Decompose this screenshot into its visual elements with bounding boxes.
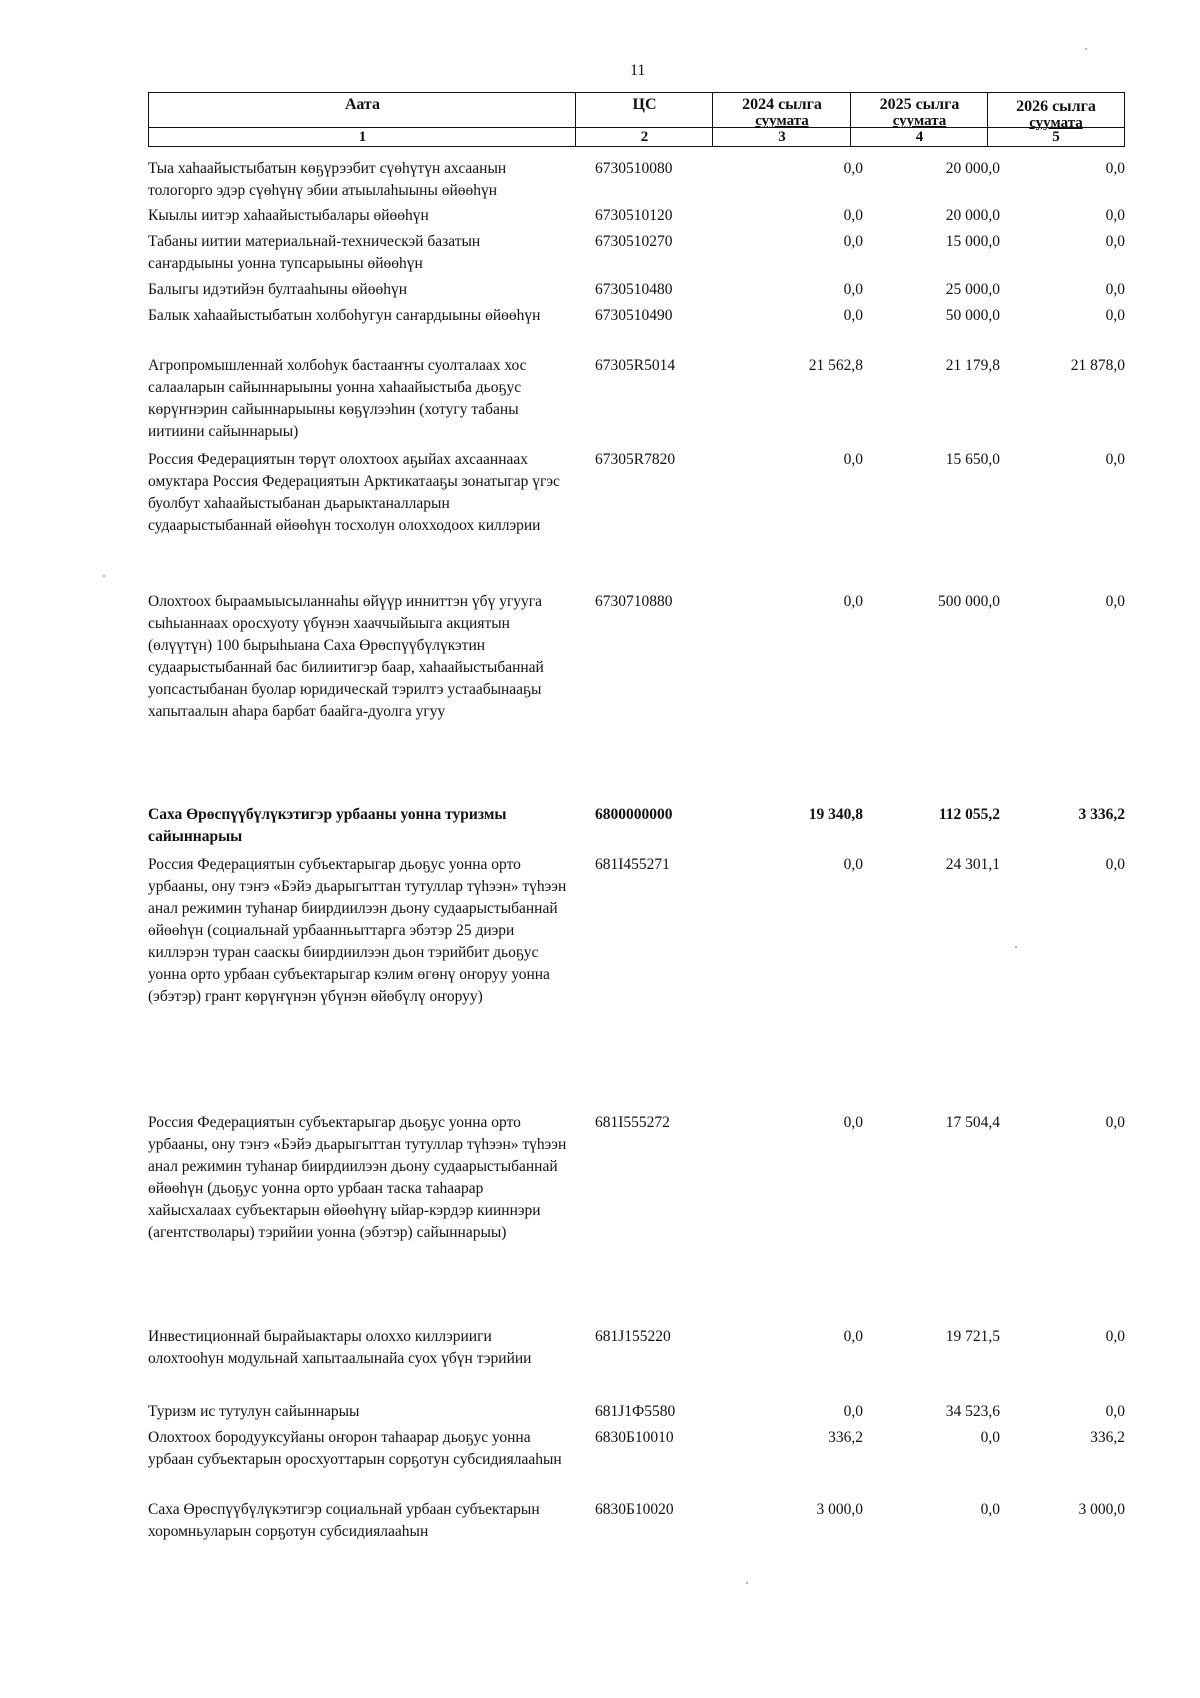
row-value-2024: 25 000,0 (945, 281, 1000, 298)
column-number-2: 2 (640, 129, 649, 145)
row-name: Балыгы идэтийэн бултааһыны өйөөһүн (148, 281, 408, 298)
row-value-2026: 0,0 (1105, 451, 1125, 468)
row-value-2026: 21 878,0 (1070, 357, 1125, 374)
row-value-2024: 17 504,4 (945, 1114, 1000, 1131)
row-code: 6730510120 (595, 207, 673, 224)
row-code: 67305R7820 (595, 451, 676, 468)
row-code: 681I455271 (595, 856, 670, 873)
row-name: Табаны иитии материальнай-техническэй базатын саҥардыыны уонна тупсарыыны өйөөһүн (148, 233, 481, 272)
row-code: 6830Б10010 (595, 1429, 674, 1446)
header-2026-sublabel: суумата (1029, 115, 1083, 131)
row-value-2024: 0,0 (980, 1429, 1000, 1446)
row-value-2024: 34 523,6 (945, 1403, 1000, 1420)
header-2024-label: 2024 сылга (742, 96, 822, 113)
row-value-2024: 20 000,0 (945, 207, 1000, 224)
row-value-2025: 0,0 (843, 451, 863, 468)
row-name: Россия Федерациятын төрүт олохтоох аҕыйах ахсааннаах омуктара Россия Федерациятын Арктикатааҕы зонатыгар үгэс буолбут хаһаайыстыбанан дьарыктаналларын судаарыстыбаннай өйөөһүн тосхолун олохходоох киллэрии (148, 451, 560, 534)
row-value-2024: 20 000,0 (945, 160, 1000, 177)
row-name: Россия Федерациятын субъектарыгар дьоҕус уонна орто урбааны, ону тэҥэ «Бэйэ дьарыгыттан тутуллар түһээн» түһээн анал режимин туһанар биирдиилээн дьону судаарыстыбаннай өйөөһүн (социальнай урбаанньыттарга эбэтэр 25 диэри киллэрэн туран сааскы биирдиилээн дьон тэрийбит дьоҕус уонна орто урбаан субъектарыгар кэлим өгөнү оҥоруу уонна (эбэтэр) грант көрүҥүнэн үбүнэн өйөбүлү оҥоруу) (148, 856, 567, 1005)
row-name: Саха Өрөспүүбүлүкэтигэр урбааны уонна туризмы сайыннарыы (148, 806, 507, 845)
row-value-2025: 21 562,8 (808, 357, 863, 374)
row-name: Олохтоох быраамыысыланнаһы өйүүр инниттэн үбү угууга сыһыаннаах оросхуоту үбүнэн хааччыйыыга акциятын (өлүүтүн) 100 бырыһыана Саха Өрөспүүбүлүкэтин судаарыстыбаннай бас билиитигэр баар, хаһаайыстыбаннай уопсастыбанан буолар юридическай тэрилтэ устаабынааҕы хапытаалын аһара барбат баайга-дуолга угуу (148, 593, 544, 720)
page-number: 11 (630, 62, 646, 79)
row-value-2026: 0,0 (1105, 233, 1125, 250)
row-value-2024: 24 301,1 (945, 856, 1000, 873)
header-2026-label: 2026 сылга (1016, 98, 1096, 115)
row-value-2024: 112 055,2 (938, 806, 1000, 823)
row-name: Саха Өрөспүүбүлүкэтигэр социальнай урбаан субъектарын хоромньуларын сорҕотун субсидиялааһын (148, 1501, 540, 1540)
row-value-2024: 15 000,0 (945, 233, 1000, 250)
row-value-2026: 336,2 (1090, 1429, 1125, 1446)
header-2025-sublabel: суумата (892, 113, 947, 129)
row-value-2025: 3 000,0 (816, 1501, 863, 1518)
row-value-2026: 0,0 (1105, 281, 1125, 298)
row-value-2025: 0,0 (843, 593, 863, 610)
header-2024-sublabel: суумата (755, 113, 809, 129)
row-value-2025: 0,0 (843, 281, 863, 298)
row-code: 6730710880 (595, 593, 673, 610)
header-name-label: Аата (345, 96, 380, 113)
header-code-label: ЦС (632, 96, 657, 113)
scan-speck (103, 575, 105, 577)
column-number-5: 5 (1052, 129, 1060, 145)
row-value-2026: 0,0 (1105, 160, 1125, 177)
row-code: 681J1Ф5580 (595, 1403, 676, 1420)
row-name: Балык хаһаайыстыбатын холбоһугун саҥардыыны өйөөһүн (148, 307, 541, 324)
column-number-4: 4 (915, 129, 924, 145)
row-value-2025: 0,0 (843, 1328, 863, 1345)
row-name: Инвестиционнай бырайыактары олоххо киллэрииги олохтооһун модульнай хапытаалынайа суох үбүн тэрийии (148, 1328, 532, 1367)
row-code: 6730510080 (595, 160, 673, 177)
table-header (148, 92, 1125, 147)
row-value-2026: 0,0 (1105, 307, 1125, 324)
row-name: Россия Федерациятын субъектарыгар дьоҕус уонна орто урбааны, ону тэҥэ «Бэйэ дьарыгыттан тутуллар түһээн» түһээн анал режимин туһанар биирдиилээн дьону судаарыстыбаннай өйөөһүн (дьоҕус уонна орто урбаан таска таһаарар хайысхалаах субъектарын өйөөһүнү ыйар-кэрдэр кииннэри (агентстволары) тэрийии уонна (эбэтэр) сайыннарыы) (148, 1114, 567, 1241)
row-name: Агропромышленнай холбоһук бастааҥҥы суолталаах хос салааларын сайыннарыыны уонна хаһаайыстыба дьоҕус көрүҥнэрин сайыннарыыны көҕүлээһин (хотугу табаны иитиини сайыннарыы) (148, 357, 527, 440)
row-code: 6830Б10020 (595, 1501, 674, 1518)
row-code: 6730510490 (595, 307, 673, 324)
scan-speck (1085, 48, 1087, 50)
row-value-2026: 0,0 (1105, 1403, 1125, 1420)
row-value-2026: 0,0 (1105, 1328, 1125, 1345)
header-number-divider (149, 127, 1124, 128)
row-value-2024: 0,0 (980, 1501, 1000, 1518)
row-value-2025: 0,0 (843, 160, 863, 177)
row-code: 6730510270 (595, 233, 673, 250)
row-name: Тыа хаһаайыстыбатын көҕүрээбит сүөһүтүн ахсаанын тологорго эдэр сүөһүнү эбии атыылаһыыны өйөөһүн (148, 160, 507, 199)
row-value-2024: 500 000,0 (938, 593, 1000, 610)
row-value-2025: 0,0 (843, 856, 863, 873)
row-name: Туризм ис тутулун сайыннарыы (148, 1403, 360, 1420)
row-value-2025: 0,0 (843, 1403, 863, 1420)
row-value-2025: 0,0 (843, 1114, 863, 1131)
row-code: 681J155220 (595, 1328, 671, 1345)
row-value-2026: 0,0 (1105, 593, 1125, 610)
row-value-2026: 3 336,2 (1078, 806, 1125, 823)
row-name: Олохтоох бородууксуйаны оҥорон таһаарар дьоҕус уонна урбаан субъектарын оросхуоттарын сорҕотун субсидиялааһын (148, 1429, 562, 1468)
column-number-3: 3 (778, 129, 786, 145)
row-value-2025: 0,0 (843, 307, 863, 324)
row-value-2026: 0,0 (1105, 856, 1125, 873)
scan-speck (1015, 946, 1017, 948)
scan-speck (746, 1582, 748, 1584)
row-name: Кыылы иитэр хаһаайыстыбалары өйөөһүн (148, 207, 429, 224)
row-code: 67305R5014 (595, 357, 676, 374)
row-value-2024: 21 179,8 (945, 357, 1000, 374)
row-value-2024: 19 721,5 (945, 1328, 1000, 1345)
row-value-2025: 19 340,8 (808, 806, 863, 823)
row-code: 6800000000 (595, 806, 673, 823)
row-value-2024: 50 000,0 (945, 307, 1000, 324)
row-code: 6730510480 (595, 281, 673, 298)
row-value-2024: 15 650,0 (945, 451, 1000, 468)
row-value-2025: 336,2 (828, 1429, 863, 1446)
column-number-1: 1 (358, 129, 367, 145)
row-value-2026: 3 000,0 (1078, 1501, 1125, 1518)
row-value-2025: 0,0 (843, 207, 863, 224)
row-value-2025: 0,0 (843, 233, 863, 250)
header-2025-label: 2025 сылга (879, 96, 960, 113)
row-code: 681I555272 (595, 1114, 670, 1131)
row-value-2026: 0,0 (1105, 207, 1125, 224)
row-value-2026: 0,0 (1105, 1114, 1125, 1131)
